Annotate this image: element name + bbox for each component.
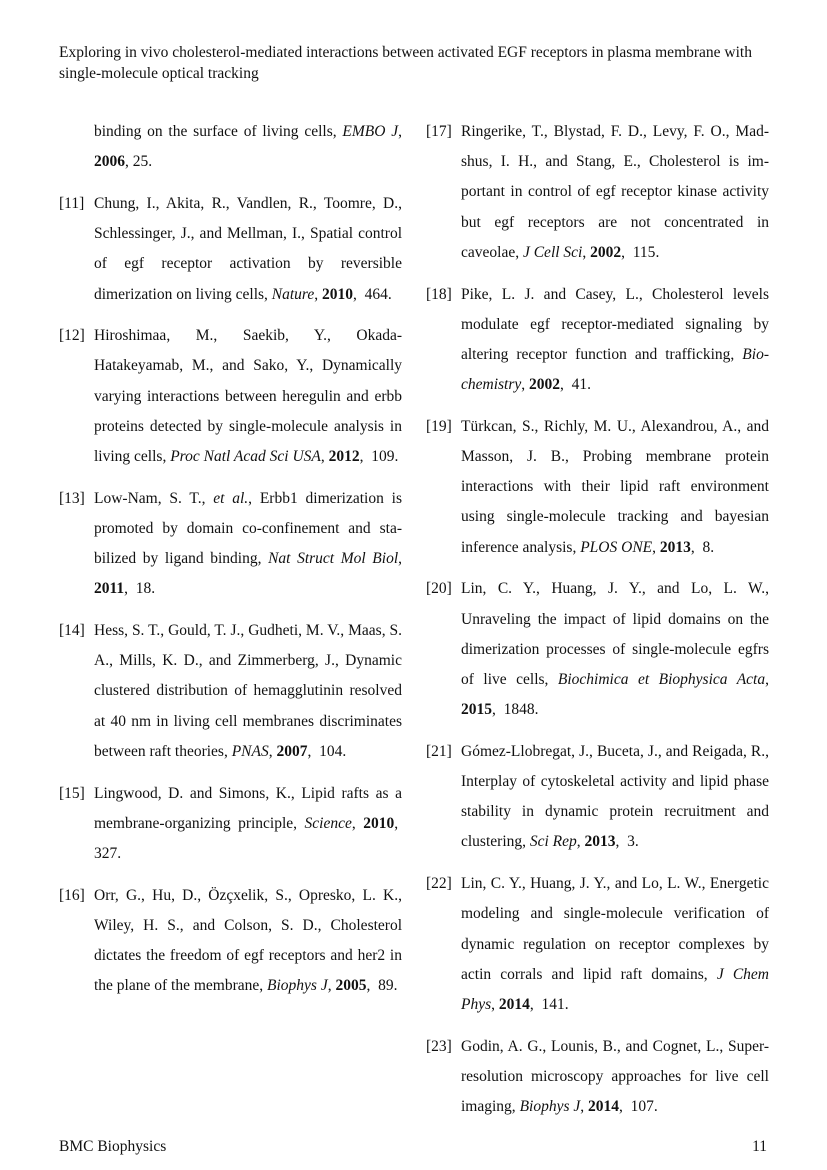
reference-10-continued — [59, 117, 402, 177]
references-right-column — [426, 117, 769, 1134]
ref-volume: 141 — [541, 995, 565, 1013]
ref-text: Gómez-Llobregat, J., Buceta, J., and Reigada, R., Interplay of cytoskeletal activity and lipid phase stability in dynamic protein recruitment and clustering, — [461, 742, 769, 851]
ref-number: [19] — [426, 417, 452, 435]
running-head-title: Exploring in vivo cholesterol-mediated interactions between activated EGF receptors in plasma membrane with single-molecule optical tracking — [59, 44, 752, 82]
references-left-column — [59, 117, 402, 1013]
ref-journal: Nature — [271, 285, 315, 303]
ref-year: 2015 — [461, 701, 492, 719]
ref-volume: 104 — [319, 742, 343, 760]
ref-volume: , 25. — [125, 153, 153, 171]
ref-text: Lingwood, D. and Simons, K., Lipid rafts as a membrane-organizing principle, — [94, 784, 402, 832]
ref-journal: Biophys J — [519, 1098, 581, 1116]
ref-journal: PLOS ONE — [580, 538, 653, 556]
ref-number: [13] — [59, 489, 85, 507]
reference-23: [23] Godin, A. G., Lounis, B., and Cognet, L., Super-resolution microscopy approaches for live cell imaging, Biophys J, 2014, 107. — [426, 1032, 769, 1123]
ref-number: [20] — [426, 580, 452, 598]
ref-volume: 3 — [627, 833, 635, 851]
ref-volume: 109 — [371, 448, 395, 466]
ref-number: [15] — [59, 784, 85, 802]
reference-21: [21] Gómez-Llobregat, J., Buceta, J., and Reigada, R., Interplay of cytoskeletal activity and lipid phase stability in dynamic protein recruitment and clustering, Sci Rep, 2013, 3. — [426, 737, 769, 858]
ref-year: 2002 — [590, 243, 622, 261]
footer-page-number: 11 — [752, 1138, 767, 1155]
ref-number: [23] — [426, 1037, 452, 1055]
ref-volume: 1848 — [503, 701, 535, 719]
ref-journal: Science — [304, 814, 352, 832]
ref-journal: Nat Struct Mol Biol — [268, 550, 399, 568]
ref-text: Low-Nam, S. T., — [94, 489, 214, 507]
ref-journal: Biophys J — [267, 977, 328, 995]
ref-text: binding on the surface of living cells, — [94, 123, 343, 140]
ref-text: Pike, L. J. and Casey, L., Cholesterol levels modulate egf receptor-mediated signaling by altering receptor function and trafficking, — [461, 285, 769, 363]
ref-number: [21] — [426, 742, 452, 760]
ref-journal: Sci Rep — [529, 833, 577, 851]
ref-year: 2010 — [363, 814, 395, 832]
ref-year: 2014 — [498, 995, 530, 1013]
ref-year: 2014 — [588, 1098, 620, 1116]
ref-journal: Proc Natl Acad Sci USA — [170, 448, 321, 466]
ref-number: [16] — [59, 886, 85, 904]
ref-number: [18] — [426, 285, 452, 303]
ref-volume: 115 — [632, 243, 656, 261]
ref-journal: J Chem Phys — [461, 965, 769, 1013]
ref-journal: Biochimica et Biophysica Acta — [557, 670, 766, 688]
ref-journal: Biochemistry — [461, 345, 769, 394]
reference-15: [15] Lingwood, D. and Simons, K., Lipid rafts as a membrane-organizing principle, Science, 2010, 327. — [59, 779, 402, 870]
ref-year: 2006 — [94, 153, 125, 171]
ref-text: Hiroshimaa, M., Saekib, Y., Okada-Hatakeyamab, M., and Sako, Y., Dynamically varying interactions between heregulin and erbb proteins detected by single-molecule analysis in living cells, — [94, 327, 402, 466]
reference-11: [11] Chung, I., Akita, R., Vandlen, R., Toomre, D., Schlessinger, J., and Mellman, I., Spatial control of egf receptor activation by reversible dimerization on living cells, Nature, 2010, 464. — [59, 189, 402, 310]
ref-year: 2005 — [335, 977, 367, 995]
ref-year: 2013 — [584, 833, 616, 851]
ref-volume: 107 — [630, 1098, 654, 1116]
ref-volume: 89 — [378, 977, 394, 995]
ref-number: [17] — [426, 123, 452, 140]
ref-number: [12] — [59, 327, 85, 345]
ref-volume: 18 — [135, 580, 152, 598]
ref-volume: 8 — [702, 538, 711, 556]
reference-19: [19] Türkcan, S., Richly, M. U., Alexandrou, A., and Masson, J. B., Probing membrane protein interactions with their lipid raft environment using single-molecule tracking and bayesian inference analysis, PLOS ONE, 2013, 8. — [426, 412, 769, 563]
ref-text: Türkcan, S., Richly, M. U., Alexandrou, A., and Masson, J. B., Probing membrane protein interactions with their lipid raft environment using single-molecule tracking and bayesian inference analysis, — [461, 417, 769, 556]
reference-12: [12] Hiroshimaa, M., Saekib, Y., Okada-Hatakeyamab, M., and Sako, Y., Dynamically varying interactions between heregulin and erbb proteins detected by single-molecule analysis in living cells, Proc Natl Acad Sci USA, 2012, 109. — [59, 321, 402, 472]
ref-number: [14] — [59, 622, 85, 640]
reference-14: [14] Hess, S. T., Gould, T. J., Gudheti, M. V., Maas, S. A., Mills, K. D., and Zimmerberg, J., Dynamic clustered distribution of hemagglutinin resolved at 40 nm in living cell membranes discriminates between raft theories, PNAS, 2007, 104. — [59, 616, 402, 767]
ref-year: 2013 — [659, 538, 691, 556]
reference-13: [13] Low-Nam, S. T., et al., Erbb1 dimerization is promoted by domain co-confinement and stabilized by ligand binding, Nat Struct Mol Biol, 2011, 18. — [59, 484, 402, 605]
ref-number: [22] — [426, 875, 452, 893]
ref-year: 2011 — [94, 580, 125, 598]
ref-text: Lin, C. Y., Huang, J. Y., and Lo, L. W., Unraveling the impact of lipid domains on the dimerization processes of single-molecule egfrs of live cells, — [461, 580, 769, 688]
ref-text: Ringerike, T., Blystad, F. D., Levy, F. O., Madshus, I. H., and Stang, E., Cholesterol is important in control of egf receptor kinase activity but egf receptors are not concentrated in caveolae, — [461, 123, 769, 261]
reference-16: [16] Orr, G., Hu, D., Özçxelik, S., Opresko, L. K., Wiley, H. S., and Colson, S. D., Cholesterol dictates the freedom of egf receptors and her2 in the plane of the membrane, Biophys J, 2005, 89. — [59, 881, 402, 1002]
ref-journal: EMBO J — [342, 123, 399, 140]
ref-text: Orr, G., Hu, D., Özçxelik, S., Opresko, L. K., Wiley, H. S., and Colson, S. D., Cholesterol dictates the freedom of egf receptors and her2 in the plane of the membrane, — [94, 886, 402, 995]
ref-text: Chung, I., Akita, R., Vandlen, R., Toomre, D., Schlessinger, J., and Mellman, I., Spatial control of egf receptor activation by reversible dimerization on living cells, — [94, 194, 402, 303]
ref-volume: 464 — [364, 285, 388, 303]
ref-text: Godin, A. G., Lounis, B., and Cognet, L., Super-resolution microscopy approaches for live cell imaging, — [461, 1037, 769, 1116]
ref-number: [11] — [59, 194, 85, 212]
ref-journal: J Cell Sci — [522, 243, 583, 261]
ref-text: Lin, C. Y., Huang, J. Y., and Lo, L. W., Energetic modeling and single-molecule verification of dynamic regulation on receptor complexes by actin corrals and lipid raft domains, — [461, 875, 769, 983]
reference-18: [18] Pike, L. J. and Casey, L., Cholesterol levels modulate egf receptor-mediated signaling by altering receptor function and trafficking, Biochemistry, 2002, 41. — [426, 280, 769, 401]
ref-volume: 41 — [571, 376, 588, 394]
ref-year: 2010 — [322, 285, 354, 303]
reference-20: [20] Lin, C. Y., Huang, J. Y., and Lo, L. W., Unraveling the impact of lipid domains on the dimerization processes of single-molecule egfrs of live cells, Biochimica et Biophysica Acta, 2015, 1848. — [426, 574, 769, 725]
footer-journal-name: BMC Biophysics — [59, 1138, 167, 1155]
reference-22: [22] Lin, C. Y., Huang, J. Y., and Lo, L. W., Energetic modeling and single-molecule verification of dynamic regulation on receptor complexes by actin corrals and lipid raft domains, J Chem Phys, 2014, 141. — [426, 869, 769, 1020]
ref-year: 2007 — [276, 742, 308, 760]
ref-year: 2002 — [529, 376, 561, 394]
reference-17: [17] Ringerike, T., Blystad, F. D., Levy, F. O., Madshus, I. H., and Stang, E., Cholesterol is important in control of egf receptor kinase activity but egf receptors are not concentrated in caveolae, J Cell Sci, 2002, 115. — [426, 117, 769, 268]
ref-journal: PNAS — [231, 742, 269, 760]
ref-sep: , — [398, 123, 403, 140]
ref-text: Hess, S. T., Gould, T. J., Gudheti, M. V., Maas, S. A., Mills, K. D., and Zimmerberg, J., Dynamic clustered distribution of hemagglutinin resolved at 40 nm in living cell membranes discriminates between raft theories, — [94, 622, 402, 760]
ref-text-cont: , Erbb1 dimerization is promoted by domain co-confinement and stabilized by ligand binding, — [94, 489, 402, 568]
ref-etal: et al. — [213, 489, 249, 507]
ref-year: 2012 — [328, 448, 360, 466]
ref-volume: 327 — [94, 844, 118, 862]
